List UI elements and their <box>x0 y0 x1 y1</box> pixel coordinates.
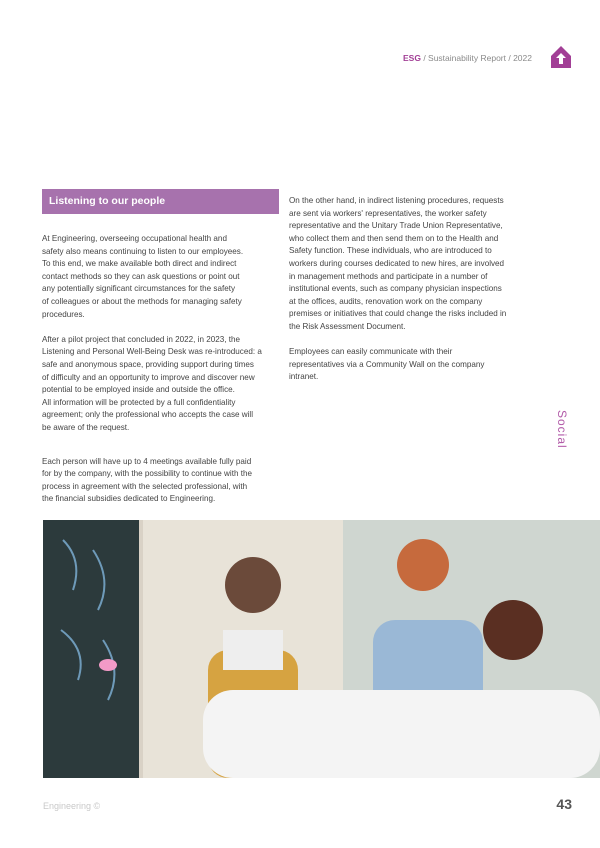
text-line: institutional events, such as company physician inspections <box>289 284 502 294</box>
text-line: agreement; only the professional who accepts the case will <box>42 410 254 420</box>
text-line: any potentially significant circumstances for the safety <box>42 284 235 294</box>
text-line: potential to be employed inside and outside the office. <box>42 385 235 395</box>
text-line: the Risk Assessment Document. <box>289 321 406 331</box>
footer-brand: Engineering © <box>43 801 101 811</box>
text-line: who collect them and then send them on to the Health and <box>289 233 499 243</box>
text-line: safe and anonymous space, providing support during times <box>42 359 254 369</box>
text-line: in management methods and participate in a number of <box>289 271 488 281</box>
text-line: After a pilot project that concluded in 2022, in 2023, the <box>42 334 240 344</box>
paragraph-wellbeing-desk <box>42 334 280 435</box>
text-line: are sent via workers' representatives, the worker safety <box>289 208 487 218</box>
paragraph-community-wall <box>289 346 534 384</box>
text-line: safety also means continuing to listen to our employees. <box>42 246 244 256</box>
paragraph-direct-listening <box>42 233 280 321</box>
right-column <box>289 195 534 384</box>
left-column <box>42 233 280 506</box>
text-line: process in agreement with the selected professional, with <box>42 481 248 491</box>
page-number: 43 <box>556 796 572 812</box>
text-line: representative and the Unitary Trade Union Representative, <box>289 221 503 231</box>
text-line: for by the company, with the possibility to continue with the <box>42 469 252 479</box>
section-title: Listening to our people <box>42 189 279 214</box>
side-section-label: Social <box>555 410 569 449</box>
text-line: Employees can easily communicate with their <box>289 347 453 357</box>
paragraph-meetings <box>42 456 280 506</box>
report-title: / Sustainability Report / 2022 <box>423 53 532 63</box>
text-line: procedures. <box>42 309 85 319</box>
text-line: at the offices, audits, renovation work on the company <box>289 296 483 306</box>
team-photo <box>43 520 600 778</box>
text-line: At Engineering, overseeing occupational health and <box>42 234 227 243</box>
text-line: the financial subsidies dedicated to Engineering. <box>42 494 216 504</box>
text-line: All information will be protected by a full confidentiality <box>42 397 236 407</box>
text-line: Each person will have up to 4 meetings available fully paid <box>42 456 252 466</box>
text-line: Safety function. These individuals, who are introduced to <box>289 246 492 256</box>
text-line: intranet. <box>289 372 319 382</box>
text-line: of colleagues or about the methods for managing safety <box>42 296 242 306</box>
text-line: of difficulty and an opportunity to improve and discover new <box>42 372 255 382</box>
text-line: Listening and Personal Well-Being Desk was re-introduced: a <box>42 347 262 357</box>
esg-label: ESG <box>402 53 421 63</box>
text-line: On the other hand, in indirect listening procedures, requests <box>289 196 504 205</box>
report-header <box>403 53 532 63</box>
text-line: be aware of the request. <box>42 422 130 432</box>
arrow-up-logo-icon <box>548 45 574 71</box>
text-line: contact methods so they can ask questions or point out <box>42 271 240 281</box>
paragraph-indirect-listening <box>289 195 534 334</box>
text-line: representatives via a Community Wall on the company <box>289 359 485 369</box>
text-line: To this end, we make available both direct and indirect <box>42 259 237 269</box>
text-line: workers during courses dedicated to new hires, are involved <box>289 258 505 268</box>
text-line: premises or initiatives that could change the risks included in <box>289 309 507 319</box>
